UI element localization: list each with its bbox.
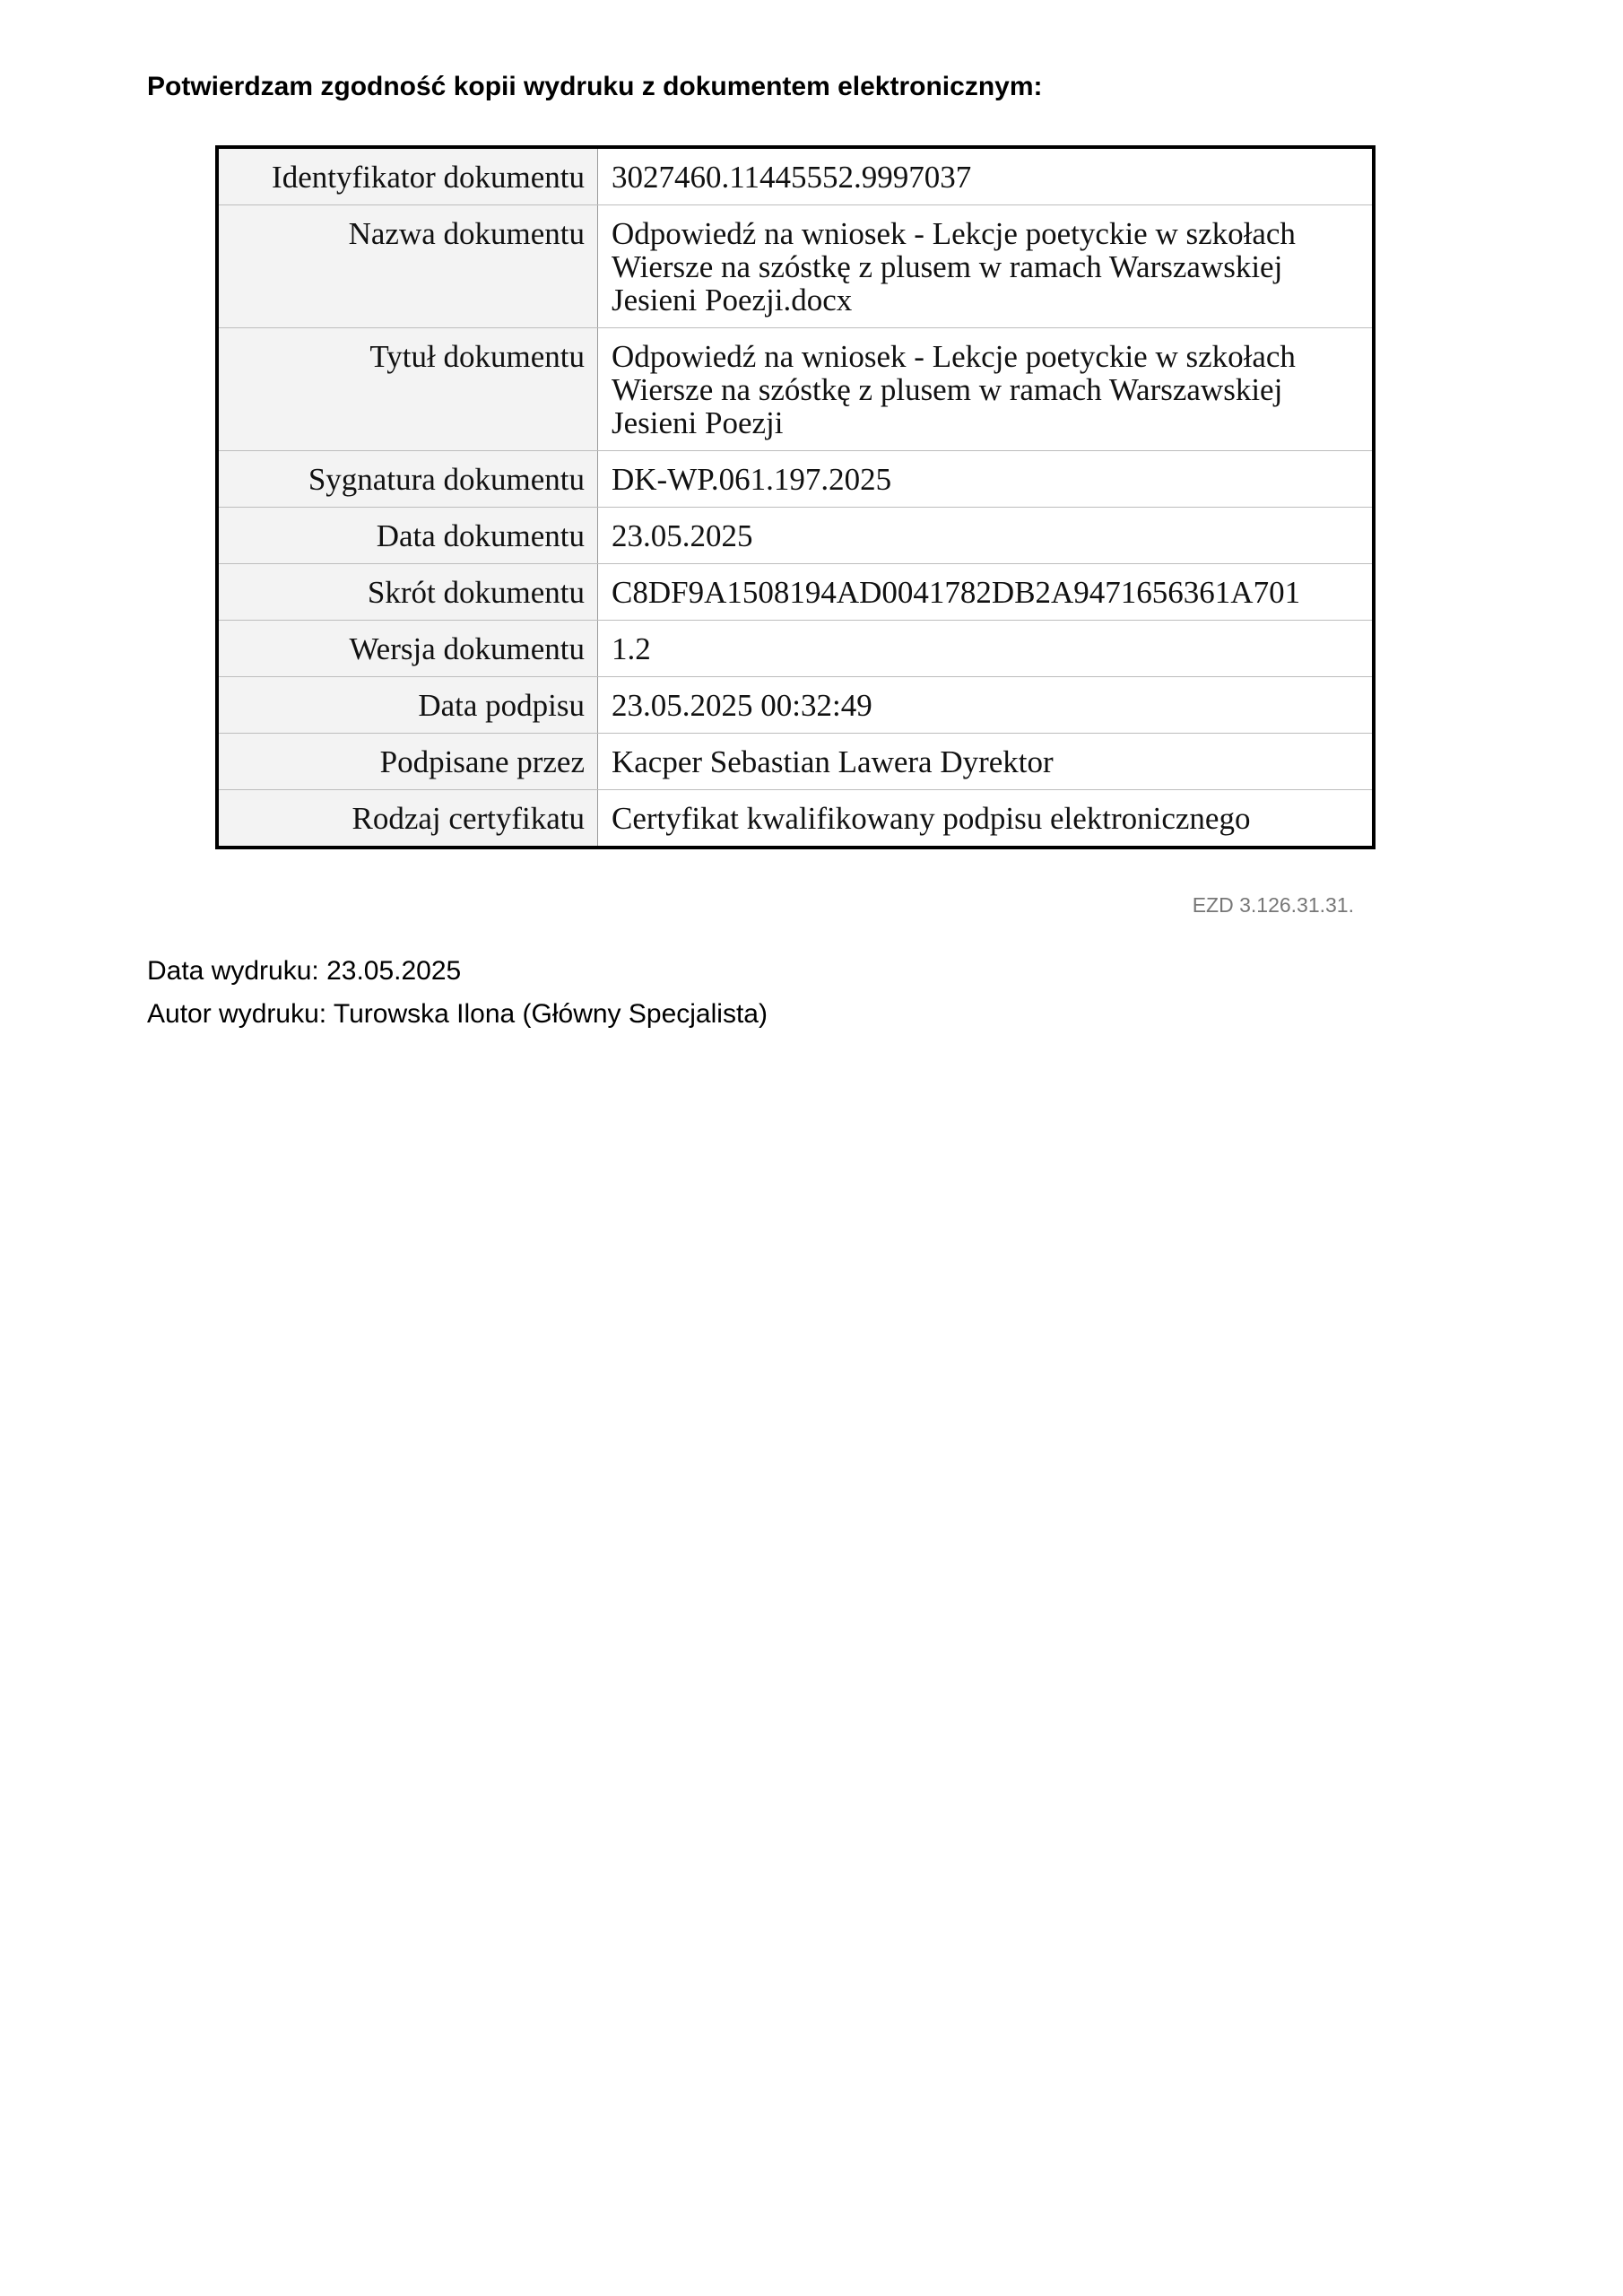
table-row	[217, 790, 1374, 848]
table-row	[217, 621, 1374, 677]
row-value-identyfikator: 3027460.11445552.9997037	[598, 147, 1375, 205]
row-value-rodzaj-certyfikatu: Certyfikat kwalifikowany podpisu elektronicznego	[598, 790, 1375, 848]
confirmation-heading: Potwierdzam zgodność kopii wydruku z dokumentem elektronicznym:	[147, 72, 1043, 101]
table-row	[217, 451, 1374, 508]
row-label-wersja: Wersja dokumentu	[217, 621, 598, 677]
row-value-podpisane-przez: Kacper Sebastian Lawera Dyrektor	[598, 734, 1375, 790]
table-row	[217, 508, 1374, 564]
row-value-data-podpisu: 23.05.2025 00:32:49	[598, 677, 1375, 734]
row-label-skrot: Skrót dokumentu	[217, 564, 598, 621]
row-value-skrot: C8DF9A1508194AD0041782DB2A9471656361A701	[598, 564, 1375, 621]
row-value-wersja: 1.2	[598, 621, 1375, 677]
print-date: Data wydruku: 23.05.2025	[147, 956, 462, 986]
row-label-data-dokumentu: Data dokumentu	[217, 508, 598, 564]
table-row	[217, 564, 1374, 621]
table-row	[217, 205, 1374, 328]
row-label-identyfikator: Identyfikator dokumentu	[217, 147, 598, 205]
system-version-label: EZD 3.126.31.31.	[1192, 893, 1354, 917]
table-row	[217, 677, 1374, 734]
table-row	[217, 147, 1374, 205]
row-label-sygnatura: Sygnatura dokumentu	[217, 451, 598, 508]
row-value-data-dokumentu: 23.05.2025	[598, 508, 1375, 564]
table-row	[217, 734, 1374, 790]
row-label-nazwa: Nazwa dokumentu	[217, 205, 598, 328]
row-value-sygnatura: DK-WP.061.197.2025	[598, 451, 1375, 508]
print-author: Autor wydruku: Turowska Ilona (Główny Specjalista)	[147, 999, 768, 1029]
document-metadata-table	[215, 145, 1376, 849]
row-label-tytul: Tytuł dokumentu	[217, 328, 598, 451]
row-value-tytul: Odpowiedź na wniosek - Lekcje poetyckie w szkołach Wiersze na szóstkę z plusem w ramach Warszawskiej Jesieni Poezji	[598, 328, 1375, 451]
row-label-rodzaj-certyfikatu: Rodzaj certyfikatu	[217, 790, 598, 848]
row-label-podpisane-przez: Podpisane przez	[217, 734, 598, 790]
table-row	[217, 328, 1374, 451]
row-label-data-podpisu: Data podpisu	[217, 677, 598, 734]
row-value-nazwa: Odpowiedź na wniosek - Lekcje poetyckie w szkołach Wiersze na szóstkę z plusem w ramach Warszawskiej Jesieni Poezji.docx	[598, 205, 1375, 328]
